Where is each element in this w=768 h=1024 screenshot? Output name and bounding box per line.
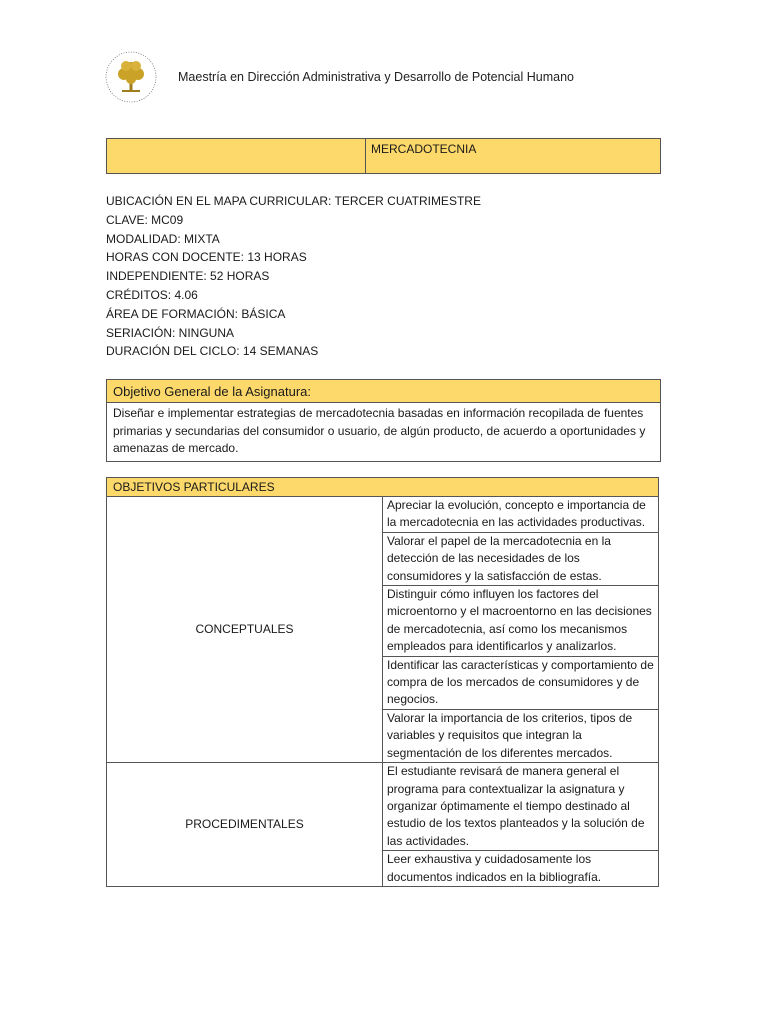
objective-item: Distinguir cómo influyen los factores del microentorno y el macroentorno en las decisiones de mercadotecnia, así como los mecanismos empleados para identificarlos y analizarlos. [383,586,659,657]
objective-item: Leer exhaustiva y cuidadosamente los documentos indicados en la bibliografía. [383,851,659,887]
objective-heading: Objetivo General de la Asignatura: [107,380,661,403]
meta-independiente: INDEPENDIENTE: 52 HORAS [106,269,270,284]
meta-seriacion: SERIACIÓN: NINGUNA [106,325,235,340]
meta-creditos: CRÉDITOS: 4.06 [106,287,198,302]
meta-ubicacion: UBICACIÓN EN EL MAPA CURRICULAR: TERCER CUATRIMESTRE [106,194,481,208]
objectives-table [106,477,659,887]
objective-item: El estudiante revisará de manera general el programa para contextualizar la asignatura y organizar óptimamente el tiempo destinado al estudio de los textos planteados y la solución de las actividades. [383,763,659,851]
objective-item: Valorar la importancia de los criterios, tipos de variables y requisitos que integran la segmentación de los diferentes mercados. [383,709,659,762]
tree-seal-icon [104,50,158,104]
category-procedimentales: PROCEDIMENTALES [107,763,383,887]
meta-area: ÁREA DE FORMACIÓN: BÁSICA [106,306,286,321]
subject-name: MERCADOTECNIA [366,139,661,174]
objective-table [106,379,661,462]
objective-item: Identificar las características y comportamiento de compra de los mercados de consumidores y de negocios. [383,656,659,709]
meta-clave: CLAVE: MC09 [106,212,184,227]
category-conceptuales: CONCEPTUALES [107,497,383,763]
header-title: Maestría en Dirección Administrativa y Desarrollo de Potencial Humano [178,70,575,84]
meta-horas-docente: HORAS CON DOCENTE: 13 HORAS [106,250,307,265]
objective-item: Valorar el papel de la mercadotecnia en la detección de las necesidades de los consumidores y la satisfacción de estas. [383,532,659,585]
subject-table [106,138,661,174]
subject-left-cell [107,139,366,174]
meta-modalidad: MODALIDAD: MIXTA [106,231,220,246]
objective-text: Diseñar e implementar estrategias de mercadotecnia basadas en información recopilada de fuentes primarias y secundarias del consumidor o usuario, de algún producto, de acuerdo a oportunidades y amenazas de mercado. [107,403,661,462]
objective-item: Apreciar la evolución, concepto e importancia de la mercadotecnia en las actividades productivas. [383,497,659,533]
course-metadata [106,192,481,361]
meta-duracion: DURACIÓN DEL CICLO: 14 SEMANAS [106,344,319,359]
page-header [0,0,768,110]
objectives-heading: OBJETIVOS PARTICULARES [107,478,659,497]
